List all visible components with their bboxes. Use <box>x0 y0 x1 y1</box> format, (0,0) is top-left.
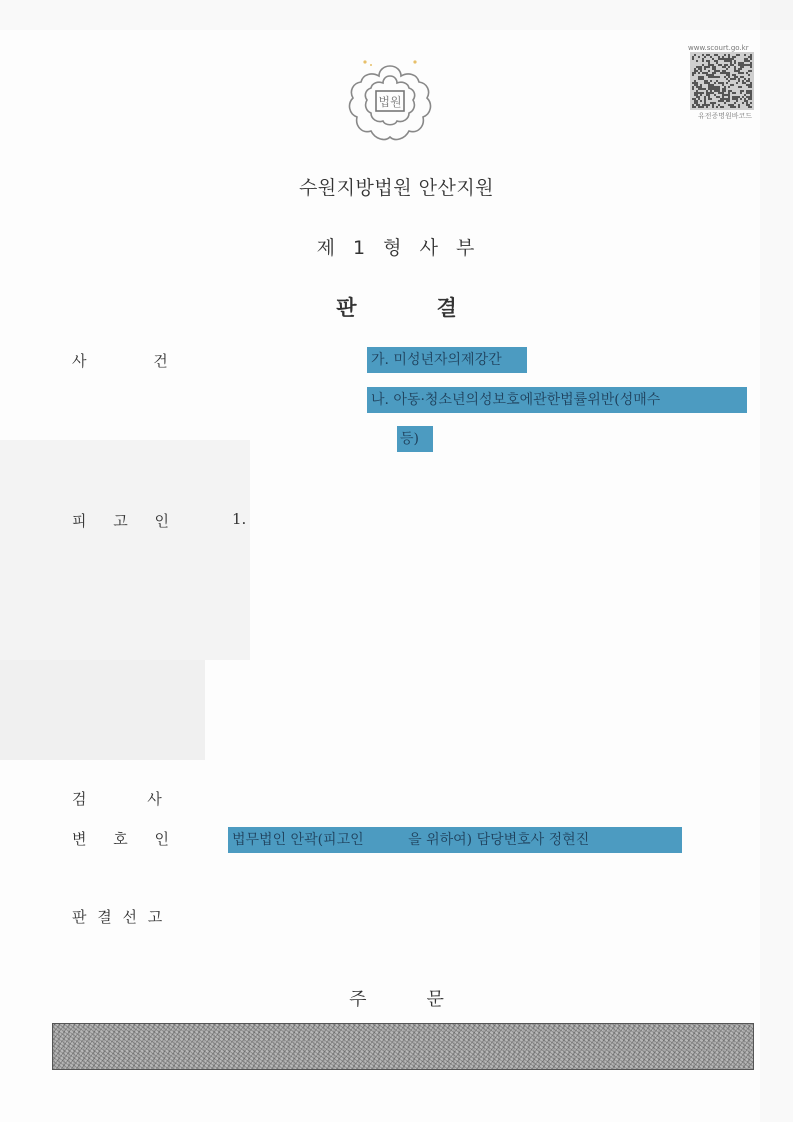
division-name: 제 1 형 사 부 <box>316 237 481 259</box>
main-text-right: 문 <box>426 989 444 1010</box>
counsel-text: 법무법인 안곽(피고인 을 위하여) 담당변호사 정현진 <box>228 827 682 853</box>
counsel-label: 변 호 인 <box>72 830 170 848</box>
main-text-title <box>0 985 793 1011</box>
case-charge-b: 나. 아동·청소년의성보호에관한법률위반(성매수 <box>367 387 747 413</box>
qr-caption: 유전증명원바코드 <box>697 112 753 120</box>
defendant-label: 피 고 인 <box>72 512 170 530</box>
document-title-left: 판 <box>336 296 357 320</box>
prosecutor-label: 검 사 <box>72 790 162 808</box>
court-name: 수원지방법원 안산지원 <box>298 177 495 199</box>
main-text-left: 주 <box>349 989 367 1010</box>
case-label: 사 건 <box>72 352 168 370</box>
sentencing-label: 판 결 선 고 <box>72 908 163 926</box>
redacted-block <box>52 1023 754 1070</box>
qr-pattern <box>690 52 754 110</box>
case-charge-c: 등) <box>397 426 433 452</box>
case-charge-a: 가. 미성년자의제강간 <box>367 347 527 373</box>
document-title-right: 결 <box>436 296 457 320</box>
defendant-number: 1. <box>232 510 247 528</box>
document-title <box>0 292 793 322</box>
emblem-text: 법원 <box>378 95 402 109</box>
qr-url: www.scourt.go.kr <box>688 44 749 52</box>
court-emblem <box>345 60 435 146</box>
